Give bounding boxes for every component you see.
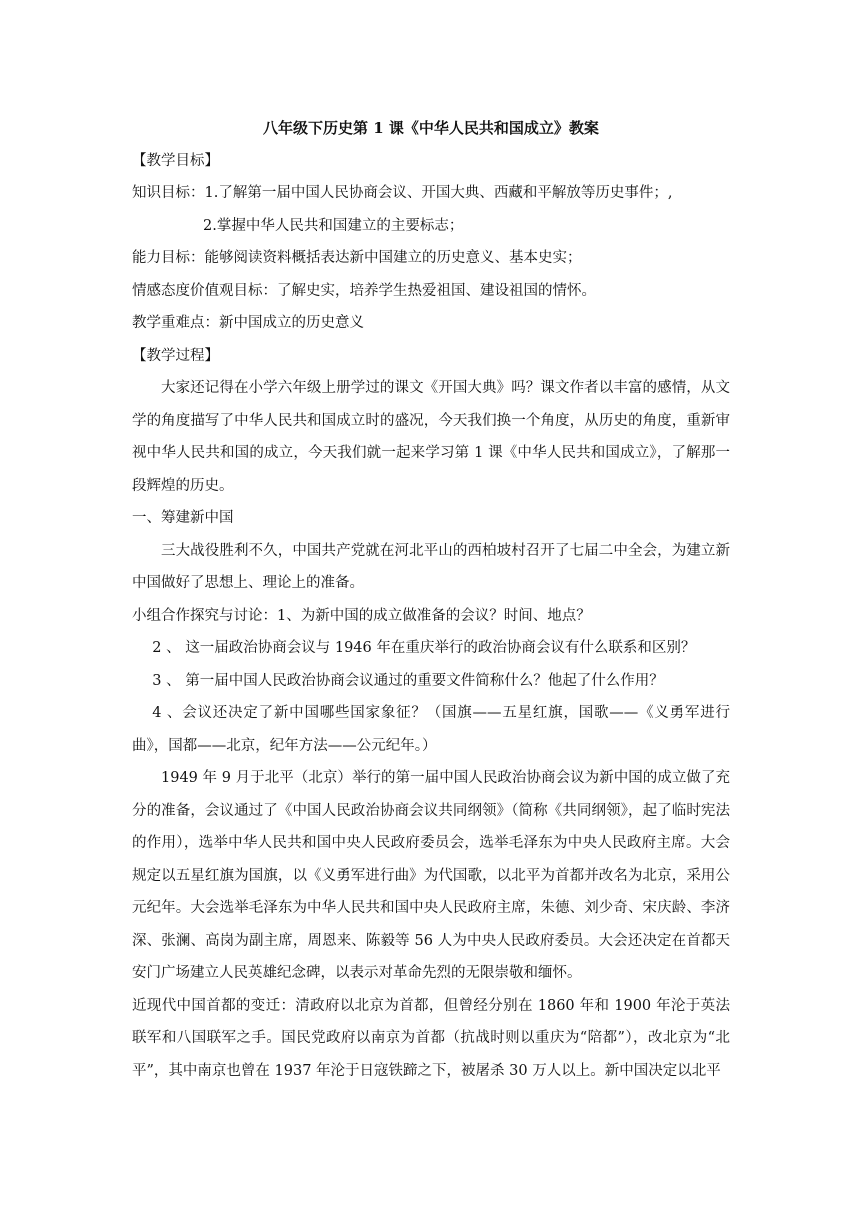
discussion-question-2: 2 、 这一届政治协商会议与 1946 年在重庆举行的政治协商会议有什么联系和区别？ <box>152 640 696 656</box>
discussion-question-4: 4 、会议还决定了新中国哪些国家象征？（国旗——五星红旗，国歌——《义勇军进行曲》，国都——北京，纪年方法——公元纪年。） <box>132 705 730 754</box>
discussion-question-1: 小组合作探究与讨论：1、为新中国的成立做准备的会议？时间、地点？ <box>132 607 591 624</box>
section-heading-process: 【教学过程】 <box>132 347 219 364</box>
ability-goal: 能力目标：能够阅读资料概括表达新中国建立的历史意义、基本史实； <box>132 250 582 266</box>
document-body <box>132 112 730 1087</box>
discussion-question-3: 3 、 第一届中国人民政治协商会议通过的重要文件简称什么？他起了什么作用？ <box>152 672 664 689</box>
section-heading-objectives: 【教学目标】 <box>132 152 219 169</box>
paragraph-xibaipo: 三大战役胜利不久，中国共产党就在河北平山的西柏坡村召开了七届二中全会，为建立新中国做好了思想上、理论上的准备。 <box>132 542 730 591</box>
emotion-goal: 情感态度价值观目标：了解史实，培养学生热爱祖国、建设祖国的情怀。 <box>132 282 596 299</box>
paragraph-1949-conference: 1949 年 9 月于北平（北京）举行的第一届中国人民政治协商会议为新中国的成立做了充分的准备，会议通过了《中国人民政治协商会议共同纲领》（简称《共同纲领》，起了临时宪法的作用），选举中华人民共和国中央人民政府委员会，选举毛泽东为中央人民政府主席。大会规定以五星红旗为国旗，以《义勇军进行曲》为代国歌，以北平为首都并改名为北京，采用公元纪年。大会选举毛泽东为中华人民共和国中央人民政府主席，朱德、刘少奇、宋庆龄、李济深、张澜、高岗为副主席，周恩来、陈毅等 56 人为中央人民政府委员。大会还决定在首都天安门广场建立人民英雄纪念碑，以表示对革命先烈的无限崇敬和缅怀。 <box>132 770 730 981</box>
key-point: 教学重难点：新中国成立的历史意义 <box>132 315 364 331</box>
knowledge-goal-2: 2.掌握中华人民共和国建立的主要标志； <box>203 217 464 234</box>
heading-founding: 一、筹建新中国 <box>132 510 234 526</box>
document-title: 八年级下历史第 1 课《中华人民共和国成立》教案 <box>263 119 599 137</box>
paragraph-capital-changes: 近现代中国首都的变迁：清政府以北京为首都，但曾经分别在 1860 年和 1900 年沦于英法联军和八国联军之手。国民党政府以南京为首都（抗战时则以重庆为“陪都”），改北京为“北平”，其中南京也曾在 1937 年沦于日寇铁蹄之下，被屠杀 30 万人以上。新中国决定以北平 <box>132 997 730 1079</box>
knowledge-goal-1: 知识目标：1.了解第一届中国人民协商会议、开国大典、西藏和平解放等历史事件；, <box>132 185 673 201</box>
intro-paragraph: 大家还记得在小学六年级上册学过的课文《开国大典》吗？课文作者以丰富的感情，从文学的角度描写了中华人民共和国成立时的盛况，今天我们换一个角度，从历史的角度，重新审视中华人民共和国的成立，今天我们就一起来学习第 1 课《中华人民共和国成立》，了解那一段辉煌的历史。 <box>132 380 730 494</box>
